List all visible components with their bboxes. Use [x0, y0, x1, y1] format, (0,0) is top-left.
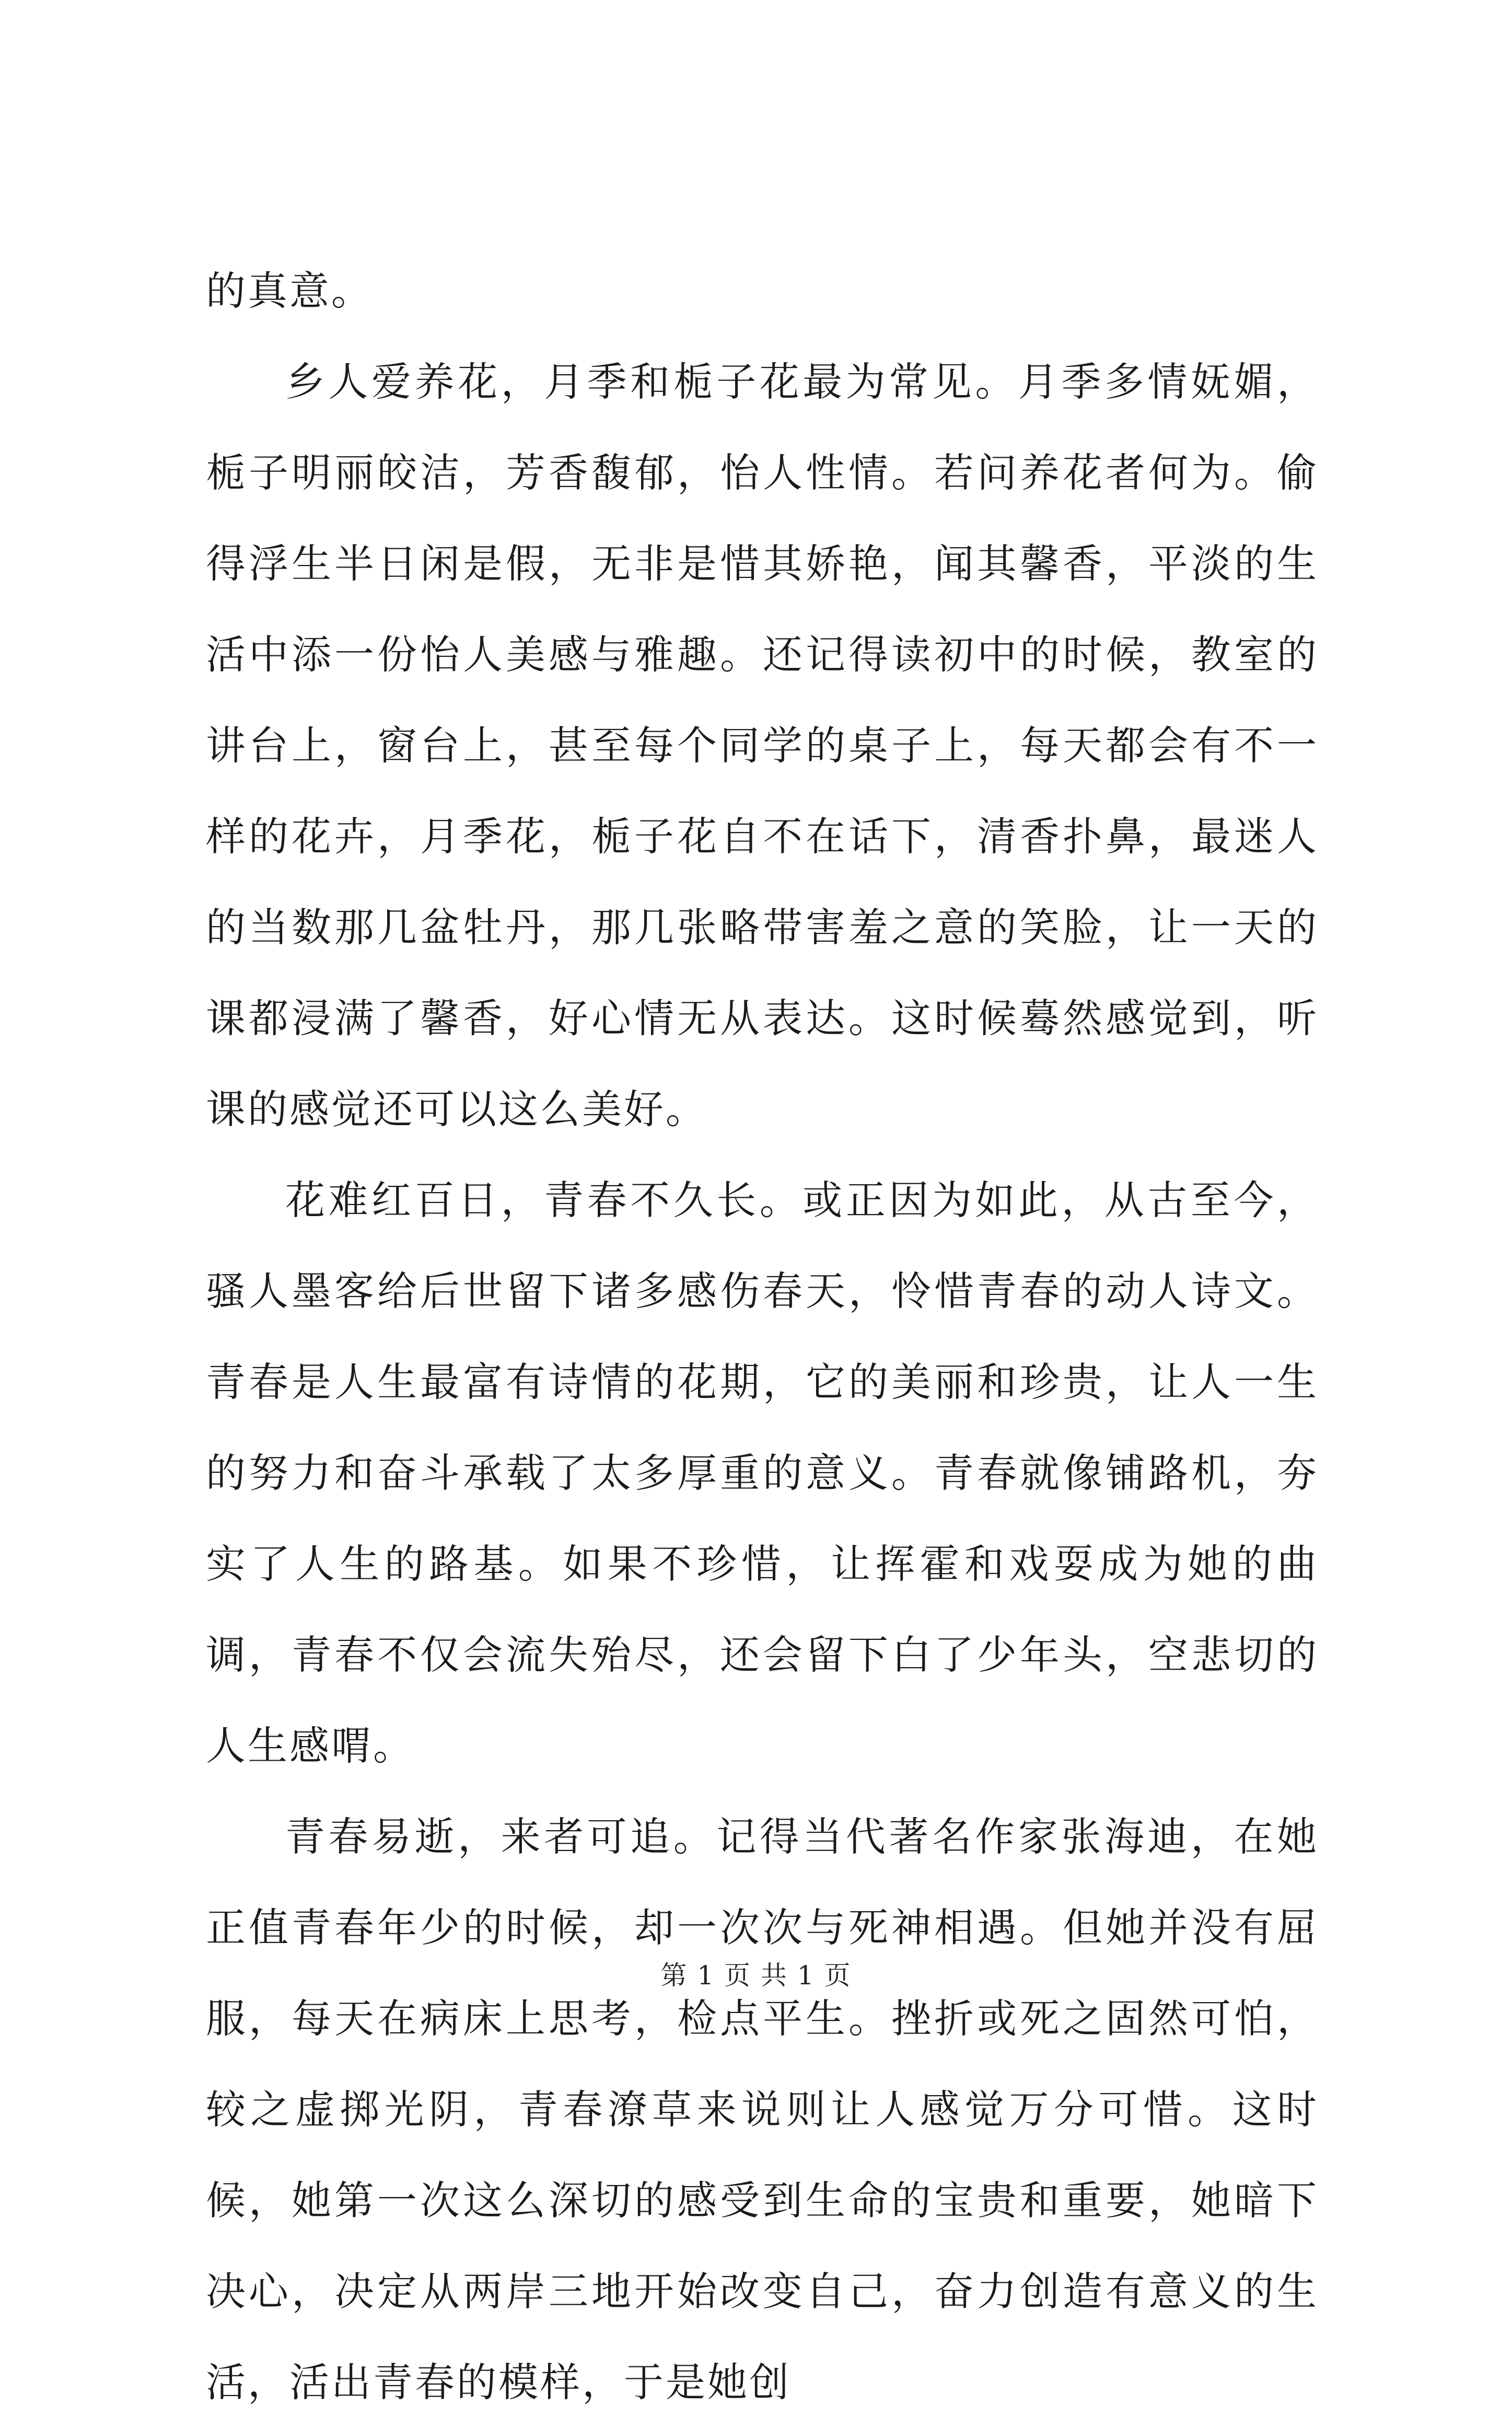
paragraph-continuation: 的真意。	[206, 268, 373, 314]
document-body	[206, 246, 1319, 2428]
paragraph-flowers: 乡人爱养花，月季和栀子花最为常见。月季多情妩媚，栀子明丽皎洁，芳香馥郁，怡人性情。若问养花者何为。偷得浮生半日闲是假，无非是惜其娇艳，闻其馨香，平淡的生活中添一份怡人美感与雅趣。还记得读初中的时候，教室的讲台上，窗台上，甚至每个同学的桌子上，每天都会有不一样的花卉，月季花，栀子花自不在话下，清香扑鼻，最迷人的当数那几盆牡丹，那几张略带害羞之意的笑脸，让一天的课都浸满了馨香，好心情无从表达。这时候蓦然感觉到，听课的感觉还可以这么美好。	[206, 359, 1319, 1132]
paragraph-zhang-haidi: 青春易逝，来者可追。记得当代著名作家张海迪，在她正值青春年少的时候，却一次次与死神相遇。但她并没有屈服，每天在病床上思考，检点平生。挫折或死之固然可怕，较之虚掷光阴，青春潦草来说则让人感觉万分可惜。这时候，她第一次这么深切的感受到生命的宝贵和重要，她暗下决心，决定从两岸三地开始改变自己，奋力创造有意义的生活，活出青春的模样，于是她创	[206, 1813, 1319, 2406]
page-footer: 第 1 页 共 1 页	[660, 1960, 852, 1991]
paragraph-youth-fleeting: 花难红百日，青春不久长。或正因为如此，从古至今，骚人墨客给后世留下诸多感伤春天，怜惜青春的动人诗文。青春是人生最富有诗情的花期，它的美丽和珍贵，让人一生的努力和奋斗承载了太多厚重的意义。青春就像铺路机，夯实了人生的路基。如果不珍惜，让挥霍和戏耍成为她的曲调，青春不仅会流失殆尽，还会留下白了少年头，空悲切的人生感喟。	[206, 1177, 1319, 1769]
